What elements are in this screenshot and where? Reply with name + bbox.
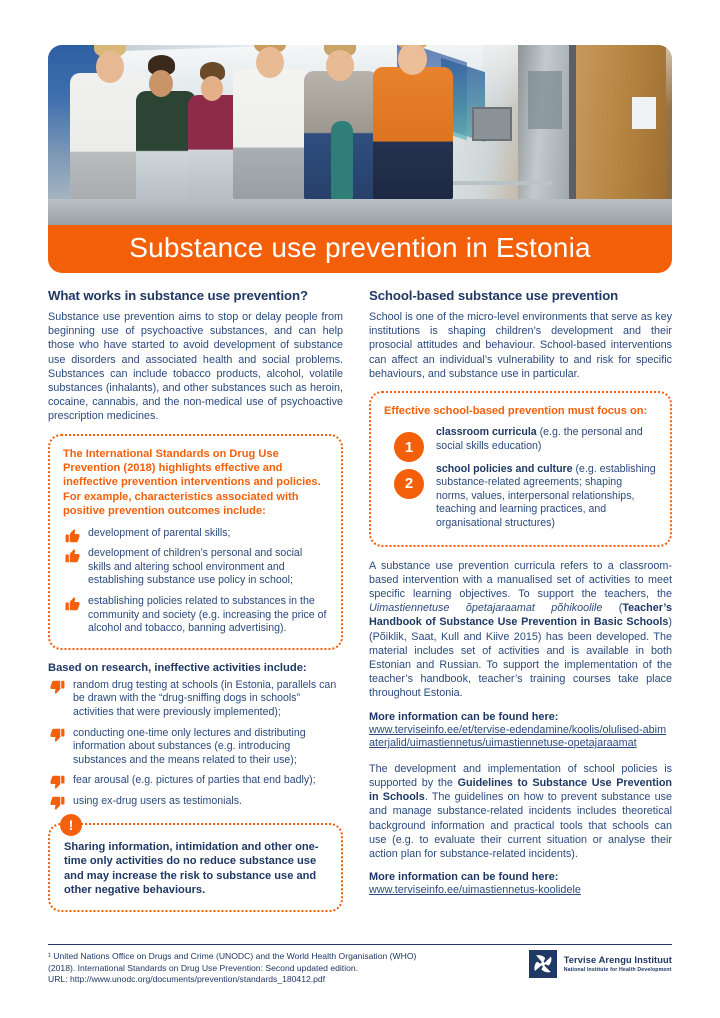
curricula-p2: (: [602, 602, 623, 615]
student-1-head: [96, 51, 124, 83]
right-column: [369, 288, 672, 898]
focus-box: [369, 391, 672, 547]
effective-items-list: [63, 527, 328, 636]
curricula-paragraph: [369, 559, 672, 701]
left-column: [48, 288, 343, 912]
handbook-estonian-title: Uimastiennetuse õpetajaraamat põhikoolile: [369, 602, 603, 615]
thumbs-down-icon: [49, 774, 66, 791]
ineffective-heading: Based on research, ineffective activities include:: [48, 661, 307, 674]
list-item: [48, 774, 343, 788]
focus-item-rest: (e.g. establishing substance-related agreements; shaping norms, values, interpersonal relationships, teaching and learning practices, and organisational structures): [436, 462, 656, 529]
policies-paragraph: [369, 762, 672, 861]
student-5-shirt: [331, 121, 353, 199]
list-item: [48, 795, 343, 809]
student-2-head: [149, 70, 173, 97]
list-item-text: establishing policies related to substances in the community and society (e.g. increasing the price of alcohol and tobacco, banning advertising).: [88, 595, 327, 635]
logo-name: Tervise Arengu Instituut: [563, 954, 672, 965]
left-intro-paragraph: Substance use prevention aims to stop or delay people from beginning use of psychoactive substances, and can help those who have started to avoid development of substance use disorders and associated health and social problems. Substances can include tobacco products, alcohol, volatile substances (inhalants), and other substances such as heroin, cocaine, cannabis, and the non-medical use of psychoactive prescription medicines.: [48, 311, 343, 423]
number-badge-1: 1: [394, 432, 424, 462]
more-info-link-2[interactable]: www.terviseinfo.ee/uimastiennetus-koolidele: [369, 884, 581, 897]
wooden-door: [574, 45, 666, 225]
handbook-english-title: Teacher’s Handbook of Substance Use Prevention in Basic Schools: [369, 602, 672, 629]
thumbs-down-icon: [49, 795, 66, 812]
door-window: [528, 71, 562, 129]
list-item: [48, 727, 343, 768]
curricula-p3: ) (Põiklik, Saat, Kull and Kiive 2015) has been developed. The material includes set of activities and is available in both Estonian and Russian. To support the implementation of the teacher’s handbook, teacher’s training courses take place throughout Estonia.: [369, 616, 672, 700]
thumbs-down-icon: [49, 727, 66, 744]
list-item: [48, 679, 343, 720]
institute-logo: [529, 950, 672, 978]
exclamation-icon: !: [60, 814, 82, 836]
student-6: [373, 67, 453, 199]
ineffective-items-list: [48, 679, 343, 809]
list-item: [63, 527, 328, 541]
page-title: Substance use prevention in Estonia: [129, 232, 591, 263]
student-4-head: [256, 47, 284, 78]
student-4: [233, 69, 309, 199]
list-item: [63, 595, 328, 636]
more-info-heading-1: More information can be found here:: [369, 710, 559, 723]
right-intro-paragraph: School is one of the micro-level environments that serve as key institutions is shaping children’s development and their prosocial attitudes and behaviour. School-based interventions can affect an individual’s vulnerability to and risk for specific behaviours, and substance use in particular.: [369, 311, 672, 380]
footnote-line-1: ¹ United Nations Office on Drugs and Crime (UNODC) and the World Health Organisation (WHO): [48, 951, 417, 961]
student-5-head: [326, 50, 354, 81]
guidelines-title: Guidelines to Substance Use Prevention in Schools: [369, 777, 673, 804]
thumbs-up-icon: [64, 547, 81, 564]
thumbs-up-icon: [64, 527, 81, 544]
logo-tagline: National Institute for Health Development: [563, 966, 672, 973]
list-item: [384, 463, 657, 531]
hero-banner: [48, 45, 672, 273]
curricula-p1: A substance use prevention curricula refers to a classroom-based intervention with a manualised set of activities to meet specific learning objectives. To support the teachers, the: [369, 559, 672, 600]
footnote-line-3: URL: http://www.unodc.org/documents/prevention/standards_180412.pdf: [48, 974, 326, 985]
corridor-floor: [48, 199, 672, 225]
focus-item-bold: classroom curricula: [436, 426, 537, 439]
thumbs-up-icon: [64, 595, 81, 612]
door-frame: [569, 45, 576, 225]
focus-items-list: [384, 426, 657, 530]
effective-prevention-box: [48, 434, 343, 650]
student-2: [136, 91, 196, 199]
left-heading: What works in substance use prevention?: [48, 288, 308, 303]
student-3-head: [201, 76, 223, 101]
focus-item-text: [436, 426, 657, 453]
list-item-text: random drug testing at schools (in Estonia, parallels can be drawn with the “drug-sniffing dogs in schools” activities that were previously implemented);: [73, 678, 337, 718]
more-info-link-1[interactable]: www.terviseinfo.ee/et/tervise-edendamine/koolis/olulised-abimaterjalid/uimastiennetus/uimastiennetuse-opetajaraamat: [369, 723, 667, 750]
footnote-line-2: (2018). International Standards on Drug Use Prevention: Second updated edition.: [48, 962, 359, 973]
wall-notice: [632, 97, 656, 129]
focus-item-bold: school policies and culture: [436, 462, 573, 475]
logo-text: [564, 955, 672, 974]
thumbs-down-icon: [49, 679, 66, 696]
hero-photo: [48, 45, 672, 225]
list-item: [63, 547, 328, 588]
focus-box-lead: Effective school-based prevention must focus on:: [384, 405, 648, 418]
policies-p2: . The guidelines on how to prevent substance use and manage substance-related incidents includes theoretical background information and practical tools that schools can use (e.g. to evaluate their current situation or analyse their action plan for substance-related incidents).: [369, 791, 672, 861]
right-heading: School-based substance use prevention: [369, 288, 619, 303]
focus-item-text: [436, 463, 657, 531]
effective-box-lead: The International Standards on Drug Use Prevention (2018) highlights effective and ineffective prevention interventions and policies. For example, characteristics associated with positive prevention outcomes include:: [63, 447, 321, 518]
list-item-text: using ex-drug users as testimonials.: [73, 794, 242, 807]
list-item-text: conducting one-time only lectures and distributing information about substances (e.g. introducing substances and the means related to their use);: [73, 726, 306, 766]
warning-box: [48, 816, 343, 912]
list-item: [384, 426, 657, 456]
number-badge-2: 2: [394, 469, 424, 499]
footnote: [48, 951, 518, 986]
footer-divider: [48, 944, 672, 945]
list-item-text: development of parental skills;: [88, 526, 231, 539]
policies-p1: The development and implementation of school policies is supported by the: [369, 762, 672, 789]
more-info-heading-2: More information can be found here:: [369, 871, 559, 884]
warning-text: Sharing information, intimidation and other one-time only activities do no reduce substance use and may increase the risk to substance use and other negative behaviours.: [64, 840, 319, 897]
wall-picture-frame: [472, 107, 512, 141]
list-item-text: development of children’s personal and social skills and altering school environment and establishing substance use policy in school;: [88, 547, 303, 587]
focus-item-rest: (e.g. the personal and social skills education): [436, 426, 643, 453]
tai-logo-icon: [529, 950, 557, 978]
list-item-text: fear arousal (e.g. pictures of parties that end badly);: [73, 774, 316, 787]
